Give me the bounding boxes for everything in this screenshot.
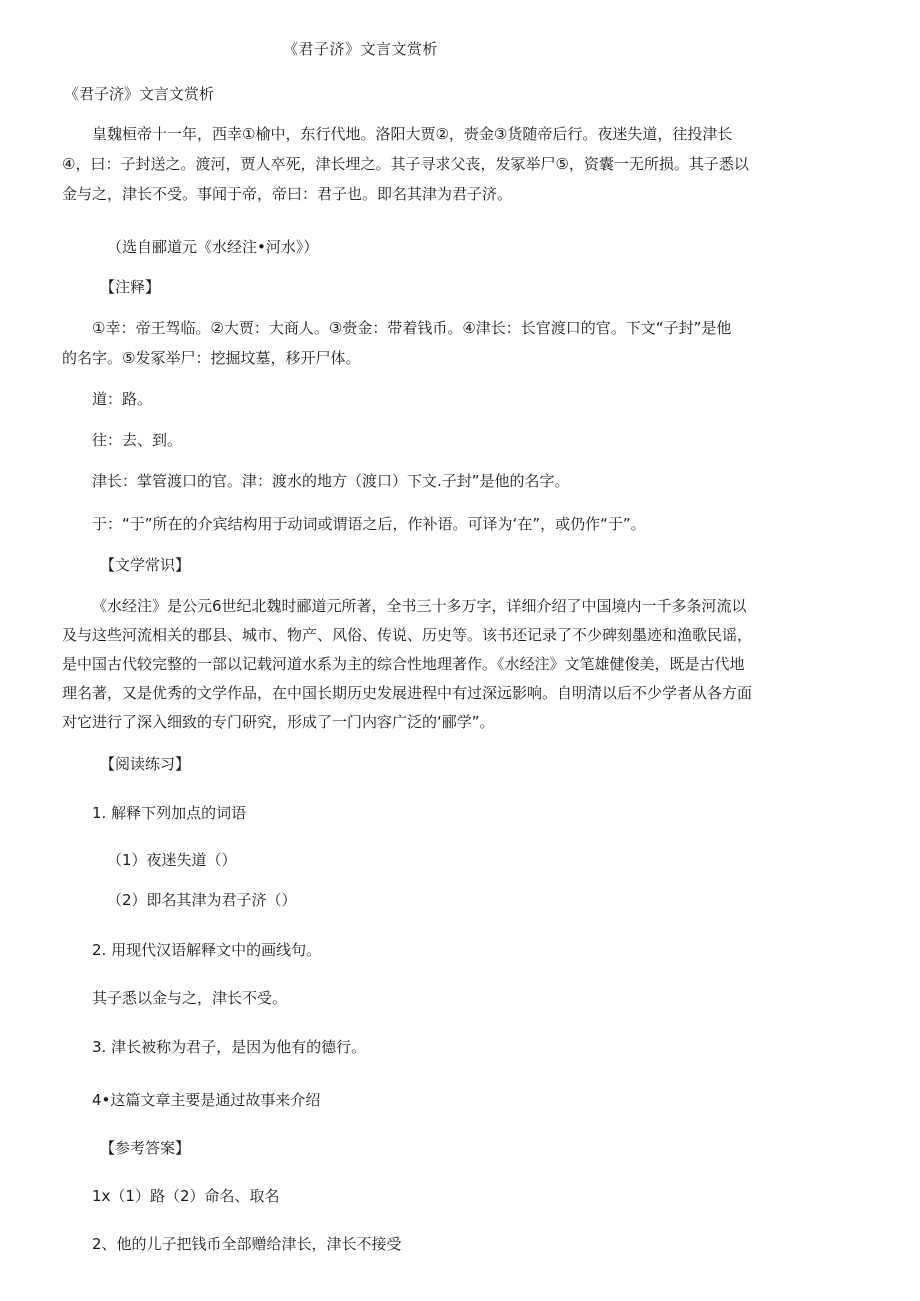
- original-line: 皇魏桓帝十一年，西幸①榆中，东行代地。洛阳大贾②，赍金③货随帝后行。夜迷失道，往投津长: [92, 125, 733, 143]
- question-2-sentence: 其子悉以金与之，津长不受。: [92, 989, 288, 1007]
- top-title: 《君子济》文言文赏析: [283, 40, 439, 58]
- answer-2: 2、他的儿子把钱币全部赠给津长，津长不接受: [92, 1235, 402, 1253]
- question-1-b: （2）即名其津为君子济（）: [107, 891, 297, 909]
- lit-heading: 【文学常识】: [100, 556, 191, 574]
- lit-line: 对它进行了深入细致的专门研究，形成了一门内容广泛的‘郦学”。: [62, 713, 495, 731]
- practice-heading: 【阅读练习】: [100, 755, 191, 773]
- original-line: 金与之，津长不受。事闻于帝，帝曰：君子也。即名其津为君子济。: [62, 185, 513, 203]
- answer-heading: 【参考答案】: [100, 1139, 191, 1157]
- original-line: ④，曰：子封送之。渡河，贾人卒死，津长埋之。其子寻求父丧，发冢举尸⑤，资囊一无所损。其子悉以: [62, 155, 749, 173]
- gloss-item: 道：路。: [92, 390, 153, 408]
- note-line: 的名字。⑤发冢举尸：挖掘坟墓，移开尸体。: [62, 349, 361, 367]
- lit-line: 《水经注》是公元6世纪北魏时郦道元所著，全书三十多万字，详细介绍了中国境内一千多条河流以: [92, 597, 747, 615]
- question-3: 3. 津长被称为君子，是因为他有的德行。: [92, 1038, 367, 1056]
- question-1: 1. 解释下列加点的词语: [92, 804, 247, 822]
- gloss-item: 往：去、到。: [92, 431, 183, 449]
- notes-heading: 【注释】: [100, 278, 161, 296]
- note-line: ①幸：帝王驾临。②大贾：大商人。③赍金：带着钱币。④津长：长官渡口的官。下文“子封”是他: [92, 319, 732, 337]
- source-citation: （选自郦道元《水经注•河水》）: [107, 238, 319, 256]
- article-title: 《君子济》文言文赏析: [64, 85, 215, 103]
- gloss-item: 于：“于”所在的介宾结构用于动词或谓语之后，作补语。可译为‘在”，或仍作“于”。: [92, 515, 646, 533]
- question-1-a: （1）夜迷失道（）: [107, 851, 237, 869]
- answer-1: 1x（1）路（2）命名、取名: [92, 1187, 280, 1205]
- question-4: 4•这篇文章主要是通过故事来介绍: [92, 1091, 321, 1109]
- lit-line: 理名著，又是优秀的文学作品，在中国长期历史发展进程中有过深远影响。自明清以后不少学者从各方面: [62, 684, 753, 702]
- question-2: 2. 用现代汉语解释文中的画线句。: [92, 941, 322, 959]
- lit-line: 是中国古代较完整的一部以记载河道水系为主的综合性地理著作。《水经注》文笔雄健俊美，既是古代地: [62, 655, 745, 673]
- gloss-item: 津长：掌管渡口的官。津：渡水的地方（渡口）下文.子封”是他的名字。: [92, 472, 570, 490]
- lit-line: 及与这些河流相关的郡县、城市、物产、风俗、传说、历史等。该书还记录了不少碑刻墨迹和渔歌民谣，: [62, 626, 753, 644]
